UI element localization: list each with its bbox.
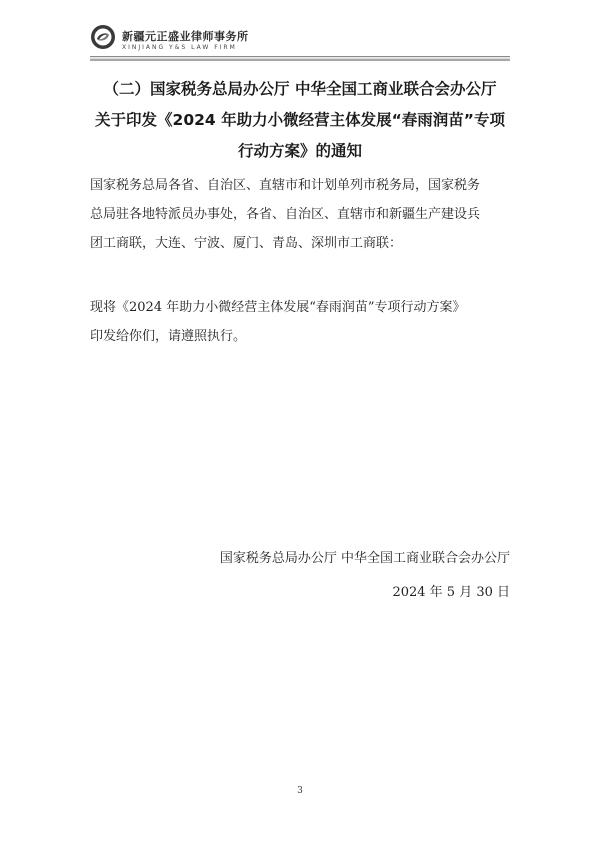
addressee-line: 总局驻各地特派员办事处，各省、自治区、直辖市和新疆生产建设兵 [90, 207, 481, 222]
document-title [80, 74, 520, 167]
addressee-paragraph [90, 171, 515, 258]
firm-name-cn: 新疆元正盛业律师事务所 [122, 30, 249, 43]
page-header [90, 18, 510, 58]
page-number: 3 [297, 786, 303, 796]
body-paragraph [90, 293, 515, 351]
title-line: （二）国家税务总局办公厅 中华全国工商业联合会办公厅 [103, 80, 497, 98]
addressee-line: 团工商联，大连、宁波、厦门、青岛、深圳市工商联： [90, 236, 403, 251]
issuer-signature: 国家税务总局办公厅 中华全国工商业联合会办公厅 [219, 551, 510, 566]
title-line: 关于印发《2024 年助力小微经营主体发展“春雨润苗”专项 [95, 111, 505, 129]
body-line: 印发给你们，请遵照执行。 [90, 329, 247, 344]
issue-date: 2024 年 5 月 30 日 [392, 585, 510, 600]
title-line: 行动方案》的通知 [237, 142, 362, 160]
header-divider [90, 56, 510, 62]
body-line: 现将《2024 年助力小微经营主体发展“春雨润苗”专项行动方案》 [90, 300, 466, 315]
addressee-line: 国家税务总局各省、自治区、直辖市和计划单列市税务局，国家税务 [90, 178, 481, 193]
law-firm-logo-icon [90, 24, 116, 50]
firm-name-en: XINJIANG Y&S LAW FIRM [122, 44, 237, 51]
